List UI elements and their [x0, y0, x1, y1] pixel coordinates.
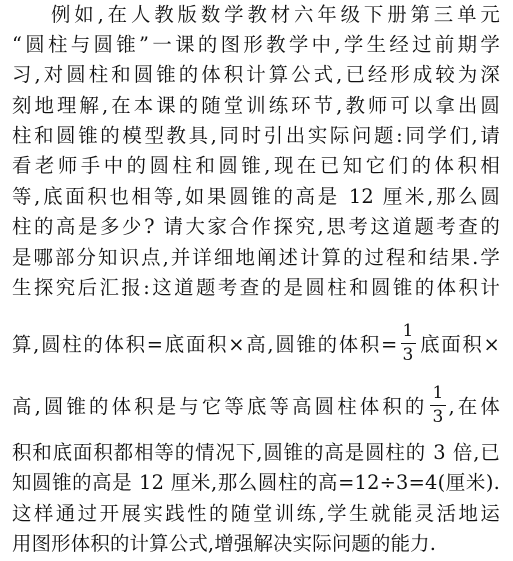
fraction-numerator: 1: [430, 385, 445, 406]
text-line-10: 生探究后汇报:这道题考查的是圆柱和圆锥的体积计: [12, 276, 500, 299]
text-segment: 算,圆柱的体积=底面积×高,圆锥的体积=: [12, 333, 398, 356]
text-segment: 高,圆锥的体积是与它等底等高圆柱体积的: [12, 395, 428, 418]
text-line-4: 刻地理解,在本课的随堂训练环节,教师可以拿出圆: [12, 94, 500, 117]
fraction-denominator: 3: [432, 406, 444, 427]
text-line-8: 柱的高是多少? 请大家合作探究,思考这道题考查的: [12, 215, 500, 238]
text-line-9: 是哪部分知识点,并详细地阐述计算的过程和结果.学: [12, 246, 500, 269]
text-line-15: 这样通过开展实践性的随堂训练,学生就能灵活地运: [12, 502, 500, 525]
text-segment: 底面积×: [418, 333, 500, 356]
text-line-3: 习,对圆柱和圆锥的体积计算公式,已经形成较为深: [12, 63, 500, 86]
text-line-7: 等,底面积也相等,如果圆锥的高是 12 厘米,那么圆: [12, 185, 500, 208]
text-line-14: 知圆锥的高是 12 厘米,那么圆柱的高=12÷3=4(厘米).: [12, 471, 500, 494]
text-line-5: 柱和圆锥的模型教具,同时引出实际问题:同学们,请: [12, 124, 500, 147]
text-line-11: [12, 320, 500, 365]
text-segment: ,在体: [448, 395, 501, 418]
text-line-13: 积和底面积都相等的情况下,圆锥的高是圆柱的 3 倍,已: [12, 441, 500, 464]
fraction-one-third: [430, 382, 445, 427]
text-line-6: 看老师手中的圆柱和圆锥,现在已知它们的体积相: [12, 154, 500, 177]
text-line-16: 用图形体积的计算公式,增强解决实际问题的能力.: [12, 532, 437, 555]
fraction-denominator: 3: [402, 344, 414, 365]
text-line-1: 例如,在人教版数学教材六年级下册第三单元: [51, 3, 500, 26]
text-line-2: “圆柱与圆锥”一课的图形教学中,学生经过前期学: [12, 33, 500, 56]
fraction-numerator: 1: [401, 323, 416, 344]
text-line-12: [12, 382, 501, 427]
fraction-one-third: [401, 320, 416, 365]
